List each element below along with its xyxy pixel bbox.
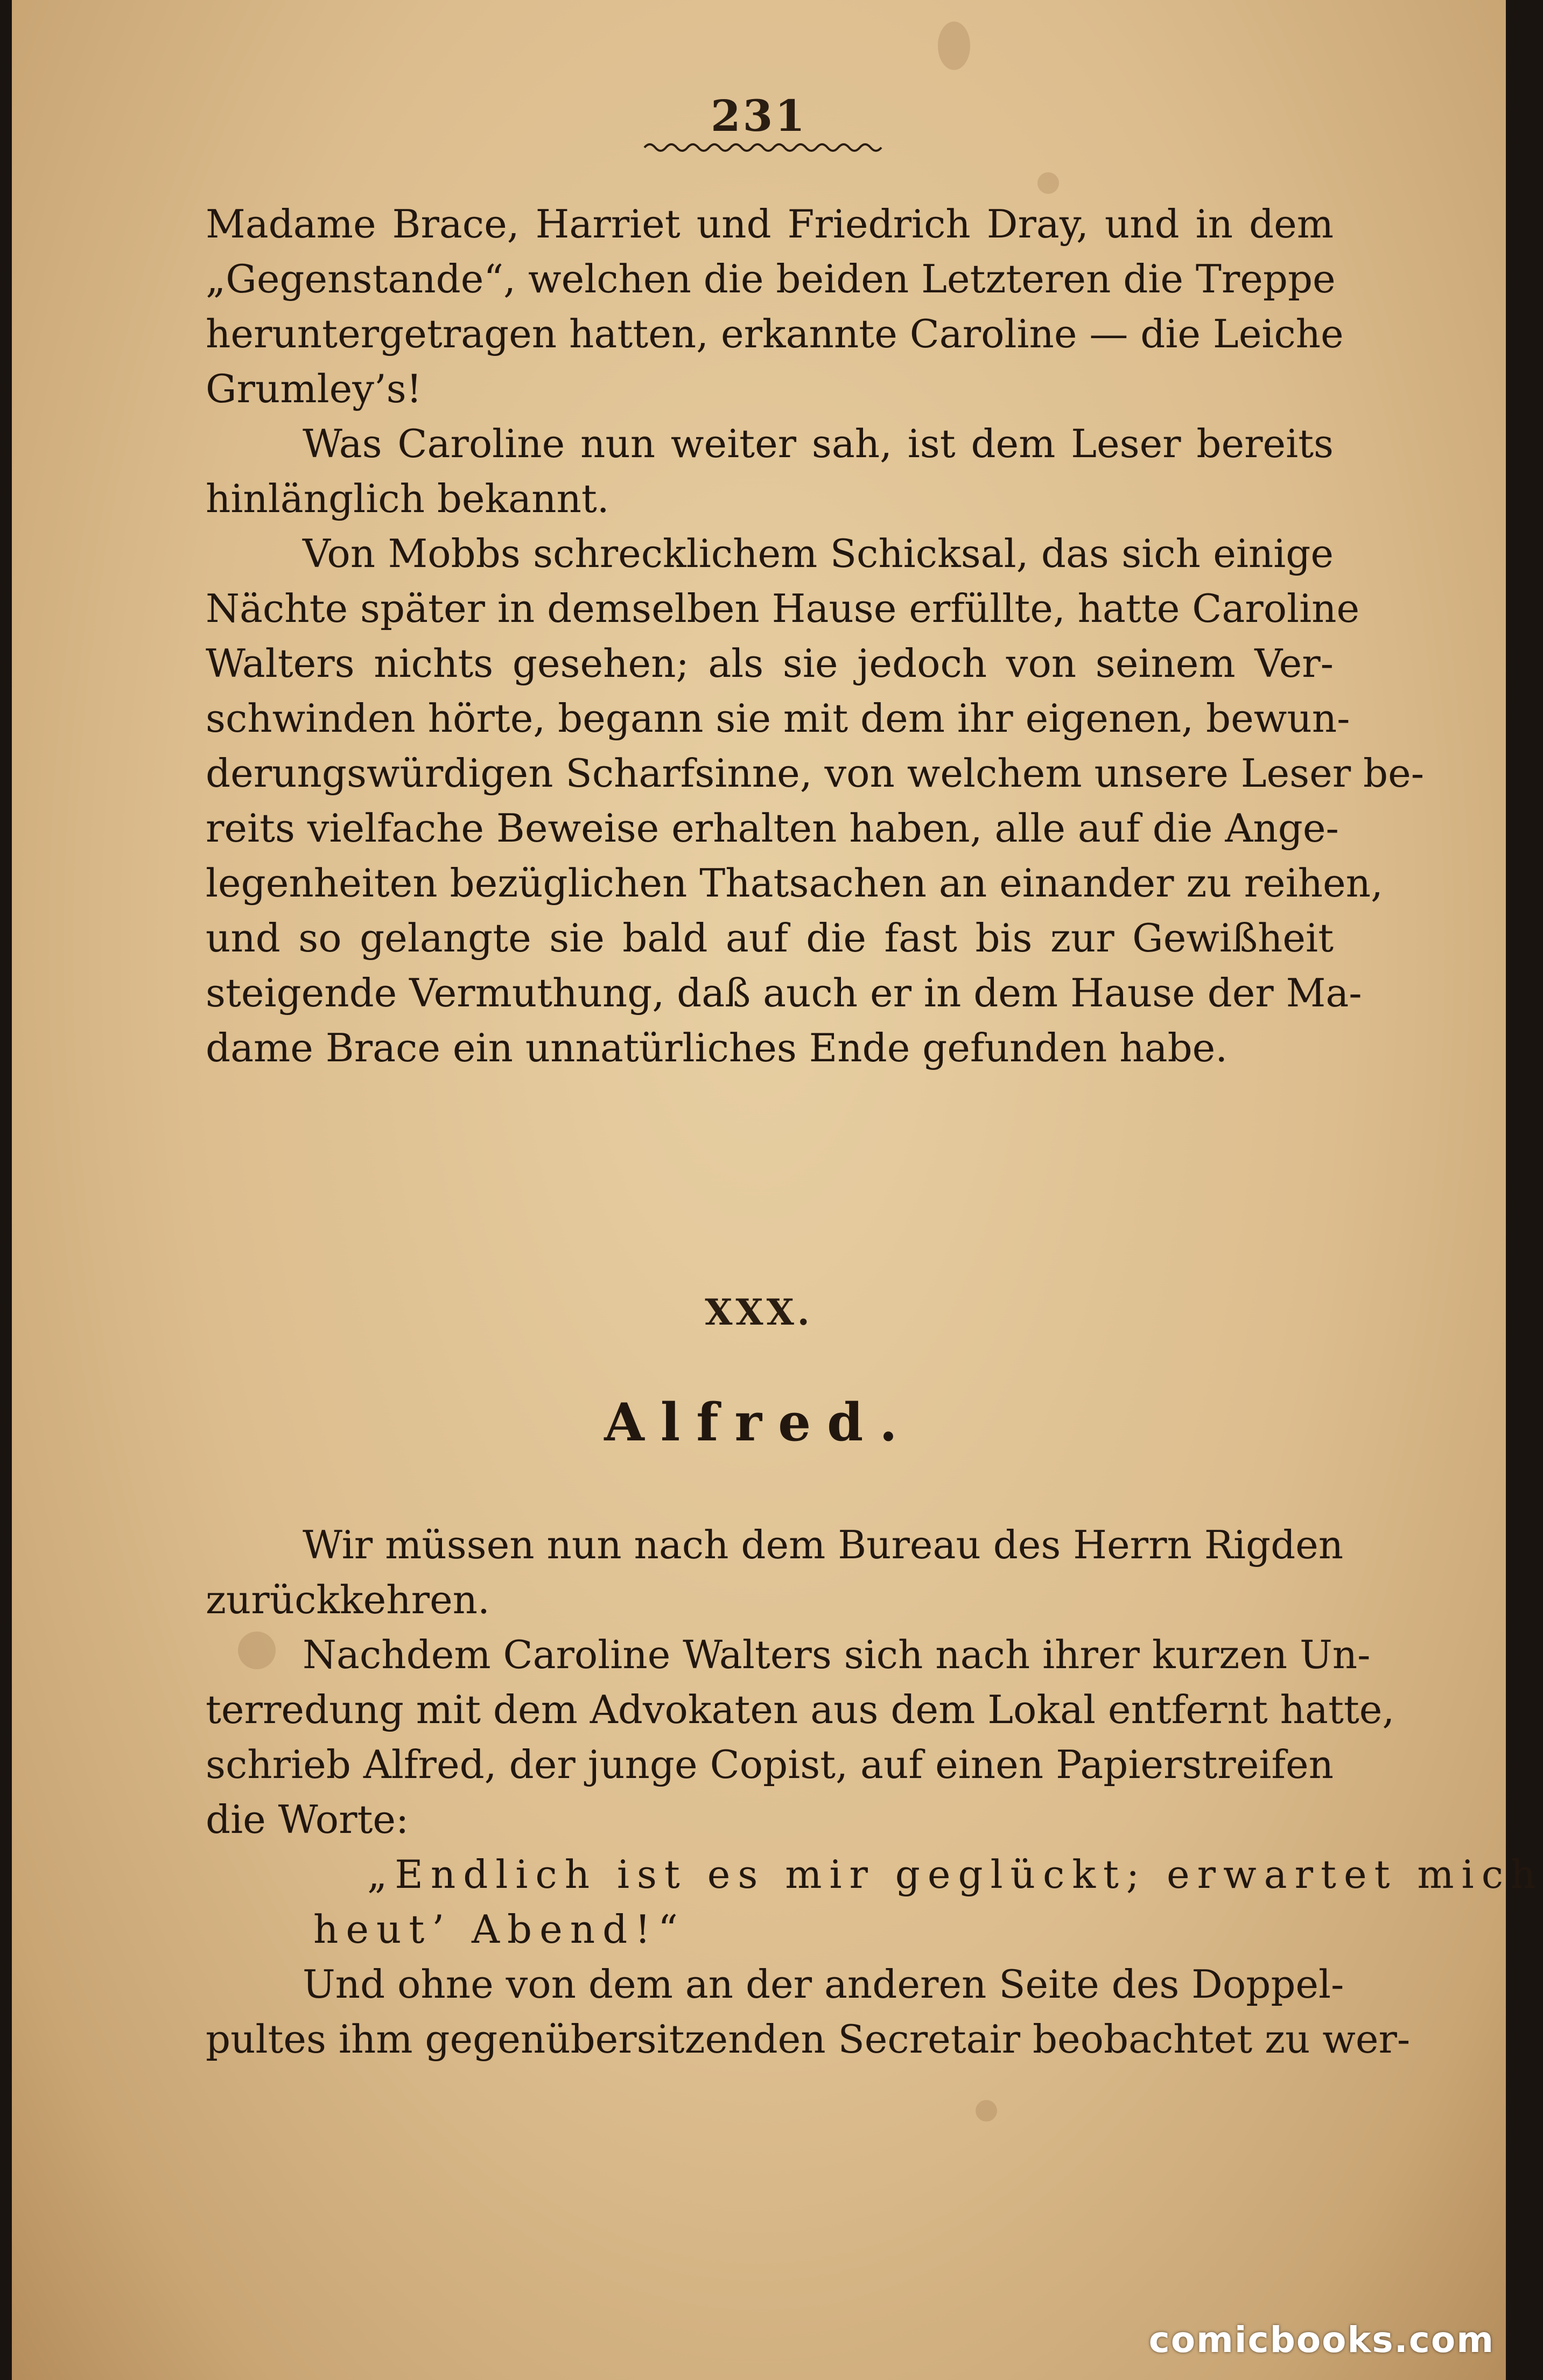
- paragraph-block-2: [206, 1517, 1543, 2067]
- paper-stain: [938, 22, 970, 70]
- text-line: dame Brace ein unnatürliches Ende gefunden habe.: [206, 1025, 1228, 1070]
- text-line: schwinden hörte, begann sie mit dem ihr eigenen, bewun-: [206, 696, 1350, 741]
- paragraph-block-1: [206, 197, 1425, 1075]
- text-line: Von Mobbs schrecklichem Schicksal, das sich einige: [303, 531, 1334, 576]
- wavy-rule-ornament: [644, 139, 881, 156]
- quoted-note-line: „Endlich ist es mir geglückt; erwartet mich: [367, 1852, 1543, 1897]
- paper-stain: [976, 2100, 997, 2122]
- text-line: steigende Vermuthung, daß auch er in dem Hause der Ma-: [206, 970, 1362, 1016]
- text-line: „Gegenstande“, welchen die beiden Letzteren die Treppe: [206, 256, 1336, 302]
- text-line: und so gelangte sie bald auf die fast bis zur Gewißheit: [206, 915, 1334, 961]
- text-line: Nachdem Caroline Walters sich nach ihrer kurzen Un-: [303, 1632, 1371, 1677]
- site-watermark: comicbooks.com: [1148, 2319, 1495, 2361]
- text-line: legenheiten bezüglichen Thatsachen an einander zu reihen,: [206, 860, 1383, 906]
- quoted-note-line: heut’ Abend!“: [313, 1907, 685, 1952]
- chapter-number: XXX.: [705, 1291, 813, 1333]
- text-line: derungswürdigen Scharfsinne, von welchem unsere Leser be-: [206, 751, 1425, 796]
- text-line: Und ohne von dem an der anderen Seite des Doppel-: [303, 1962, 1344, 2007]
- text-line: pultes ihm gegenübersitzenden Secretair beobachtet zu wer-: [206, 2017, 1411, 2062]
- text-line: schrieb Alfred, der junge Copist, auf einen Papierstreifen: [206, 1742, 1334, 1787]
- text-line: hinlänglich bekannt.: [206, 476, 609, 521]
- chapter-title: Alfred.: [604, 1392, 914, 1453]
- text-line: terredung mit dem Advokaten aus dem Lokal entfernt hatte,: [206, 1687, 1395, 1732]
- text-line: Nächte später in demselben Hause erfüllte, hatte Caroline: [206, 586, 1360, 631]
- text-line: Wir müssen nun nach dem Bureau des Herrn Rigden: [303, 1522, 1344, 1567]
- paper-stain: [1037, 172, 1059, 194]
- text-line: Madame Brace, Harriet und Friedrich Dray, und in dem: [206, 201, 1334, 247]
- text-line: zurückkehren.: [206, 1577, 490, 1622]
- text-line: die Worte:: [206, 1797, 409, 1842]
- text-line: heruntergetragen hatten, erkannte Caroline — die Leiche: [206, 311, 1344, 356]
- page-number: 231: [711, 90, 807, 141]
- book-page: [12, 0, 1543, 2380]
- text-line: Grumley’s!: [206, 366, 422, 411]
- text-line: Was Caroline nun weiter sah, ist dem Leser bereits: [303, 421, 1334, 466]
- text-line: reits vielfache Beweise erhalten haben, alle auf die Ange-: [206, 806, 1339, 851]
- text-line: Walters nichts gesehen; als sie jedoch von seinem Ver-: [206, 641, 1334, 686]
